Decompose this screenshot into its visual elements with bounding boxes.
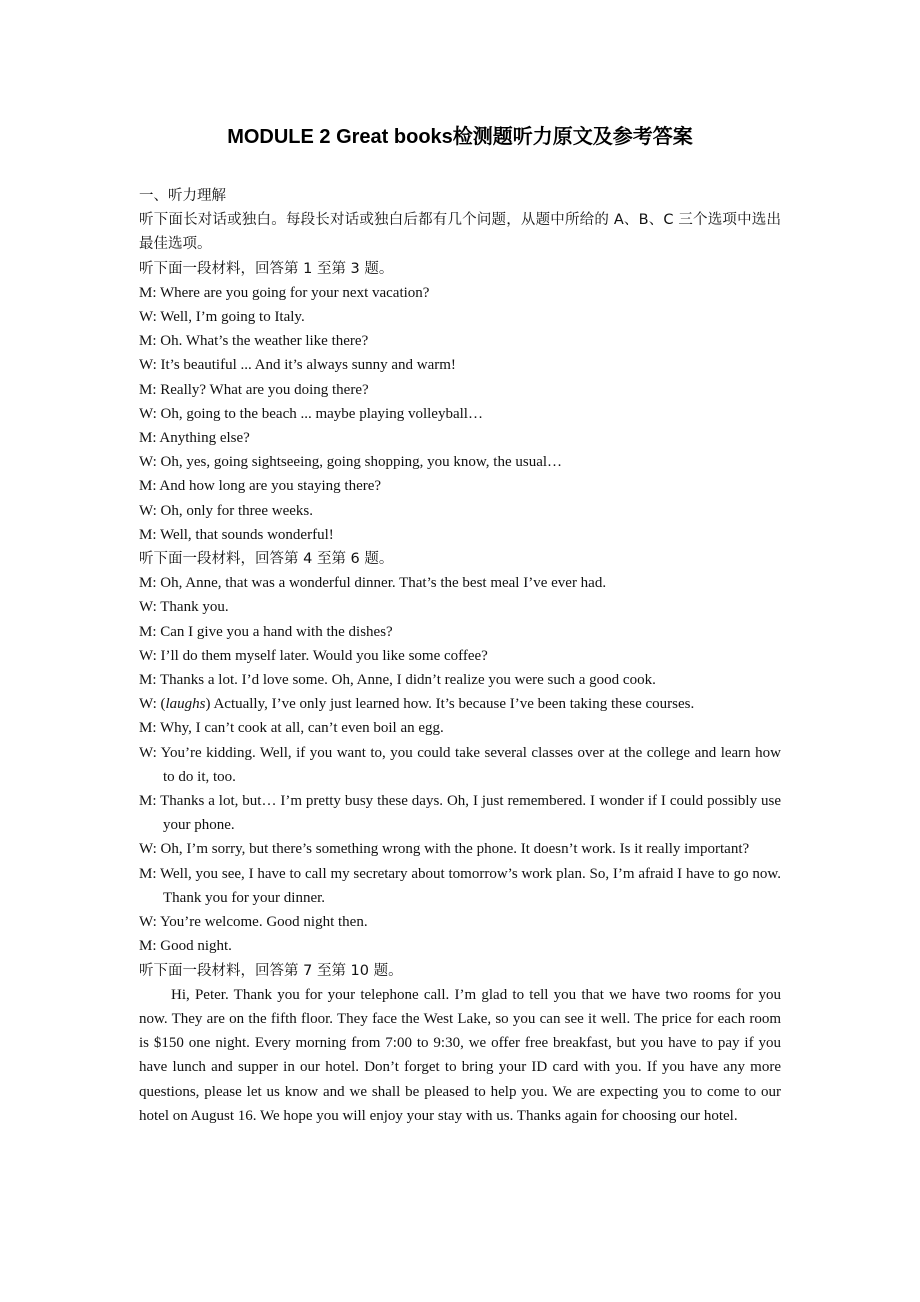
dialogue-line: W: Well, I’m going to Italy.: [139, 309, 305, 326]
dialogue-line: W: Oh, only for three weeks.: [139, 502, 313, 519]
speaker-prefix: W: (: [139, 696, 166, 713]
dialogue-line: M: Why, I can’t cook at all, can’t even boil an egg.: [139, 720, 444, 737]
part3-heading: 听下面一段材料，回答第 7 至第 10 题。: [139, 962, 403, 979]
section-heading: 一、听力理解: [139, 188, 226, 204]
part2-heading: 听下面一段材料，回答第 4 至第 6 题。: [139, 551, 394, 568]
instructions: 听下面长对话或独白。每段长对话或独白后都有几个问题，从题中所给的 A、B、C 三个选项中选出最佳选项。: [139, 212, 781, 253]
dialogue-line: W: Oh, I’m sorry, but there’s something wrong with the phone. It doesn’t work. Is it really important?: [139, 841, 750, 858]
part1-dialogue: [139, 281, 781, 547]
document-body: [139, 184, 781, 1128]
dialogue-line: M: And how long are you staying there?: [139, 478, 382, 495]
dialogue-line: M: Well, you see, I have to call my secretary about tomorrow’s work plan. So, I’m afraid I have to go now. Thank you for your dinner.: [139, 865, 781, 906]
dialogue-line: W: Oh, going to the beach ... maybe playing volleyball…: [139, 405, 483, 422]
dialogue-line: M: Good night.: [139, 938, 232, 955]
dialogue-line: M: Really? What are you doing there?: [139, 381, 369, 398]
stage-direction: laughs: [165, 696, 206, 713]
part2-dialogue: [139, 571, 781, 958]
dialogue-line: M: Thanks a lot. I’d love some. Oh, Anne, I didn’t realize you were such a good cook.: [139, 672, 656, 689]
dialogue-line: W: You’re kidding. Well, if you want to, you could take several classes over at the college and learn how to do it, too.: [139, 744, 781, 785]
monologue-paragraph: Hi, Peter. Thank you for your telephone call. I’m glad to tell you that we have two rooms for you now. They are on the fifth floor. They face the West Lake, so you can see it well. The price for each room is $150 one night. Every morning from 7:00 to 9:30, we offer free breakfast, but you have to pay if you have lunch and supper in our hotel. Don’t forget to bring your ID card with you. If you have any more questions, please let us know and we shall be pleased to help you. We are expecting you to come to our hotel on August 16. We hope you will enjoy your stay with us. Thanks again for choosing our hotel.: [139, 986, 781, 1124]
dialogue-line: M: Where are you going for your next vacation?: [139, 284, 430, 301]
dialogue-line: M: Can I give you a hand with the dishes?: [139, 623, 393, 640]
dialogue-line: W: It’s beautiful ... And it’s always sunny and warm!: [139, 357, 456, 374]
dialogue-line: W: Oh, yes, going sightseeing, going shopping, you know, the usual…: [139, 454, 563, 471]
dialogue-text: ) Actually, I’ve only just learned how. It’s because I’ve been taking these courses.: [205, 696, 695, 713]
dialogue-line: W: I’ll do them myself later. Would you like some coffee?: [139, 647, 488, 664]
dialogue-line: M: Oh, Anne, that was a wonderful dinner. That’s the best meal I’ve ever had.: [139, 575, 607, 592]
dialogue-line: M: Anything else?: [139, 430, 250, 447]
dialogue-line: W: Thank you.: [139, 599, 229, 616]
dialogue-line: M: Oh. What’s the weather like there?: [139, 333, 369, 350]
part1-heading: 听下面一段材料，回答第 1 至第 3 题。: [139, 260, 394, 277]
dialogue-line-laughs: [139, 692, 781, 716]
dialogue-line: M: Well, that sounds wonderful!: [139, 526, 334, 543]
dialogue-line: W: You’re welcome. Good night then.: [139, 914, 368, 931]
dialogue-line: M: Thanks a lot, but… I’m pretty busy these days. Oh, I just remembered. I wonder if I could possibly use your phone.: [139, 793, 781, 834]
page-title: MODULE 2 Great books检测题听力原文及参考答案: [227, 126, 693, 148]
